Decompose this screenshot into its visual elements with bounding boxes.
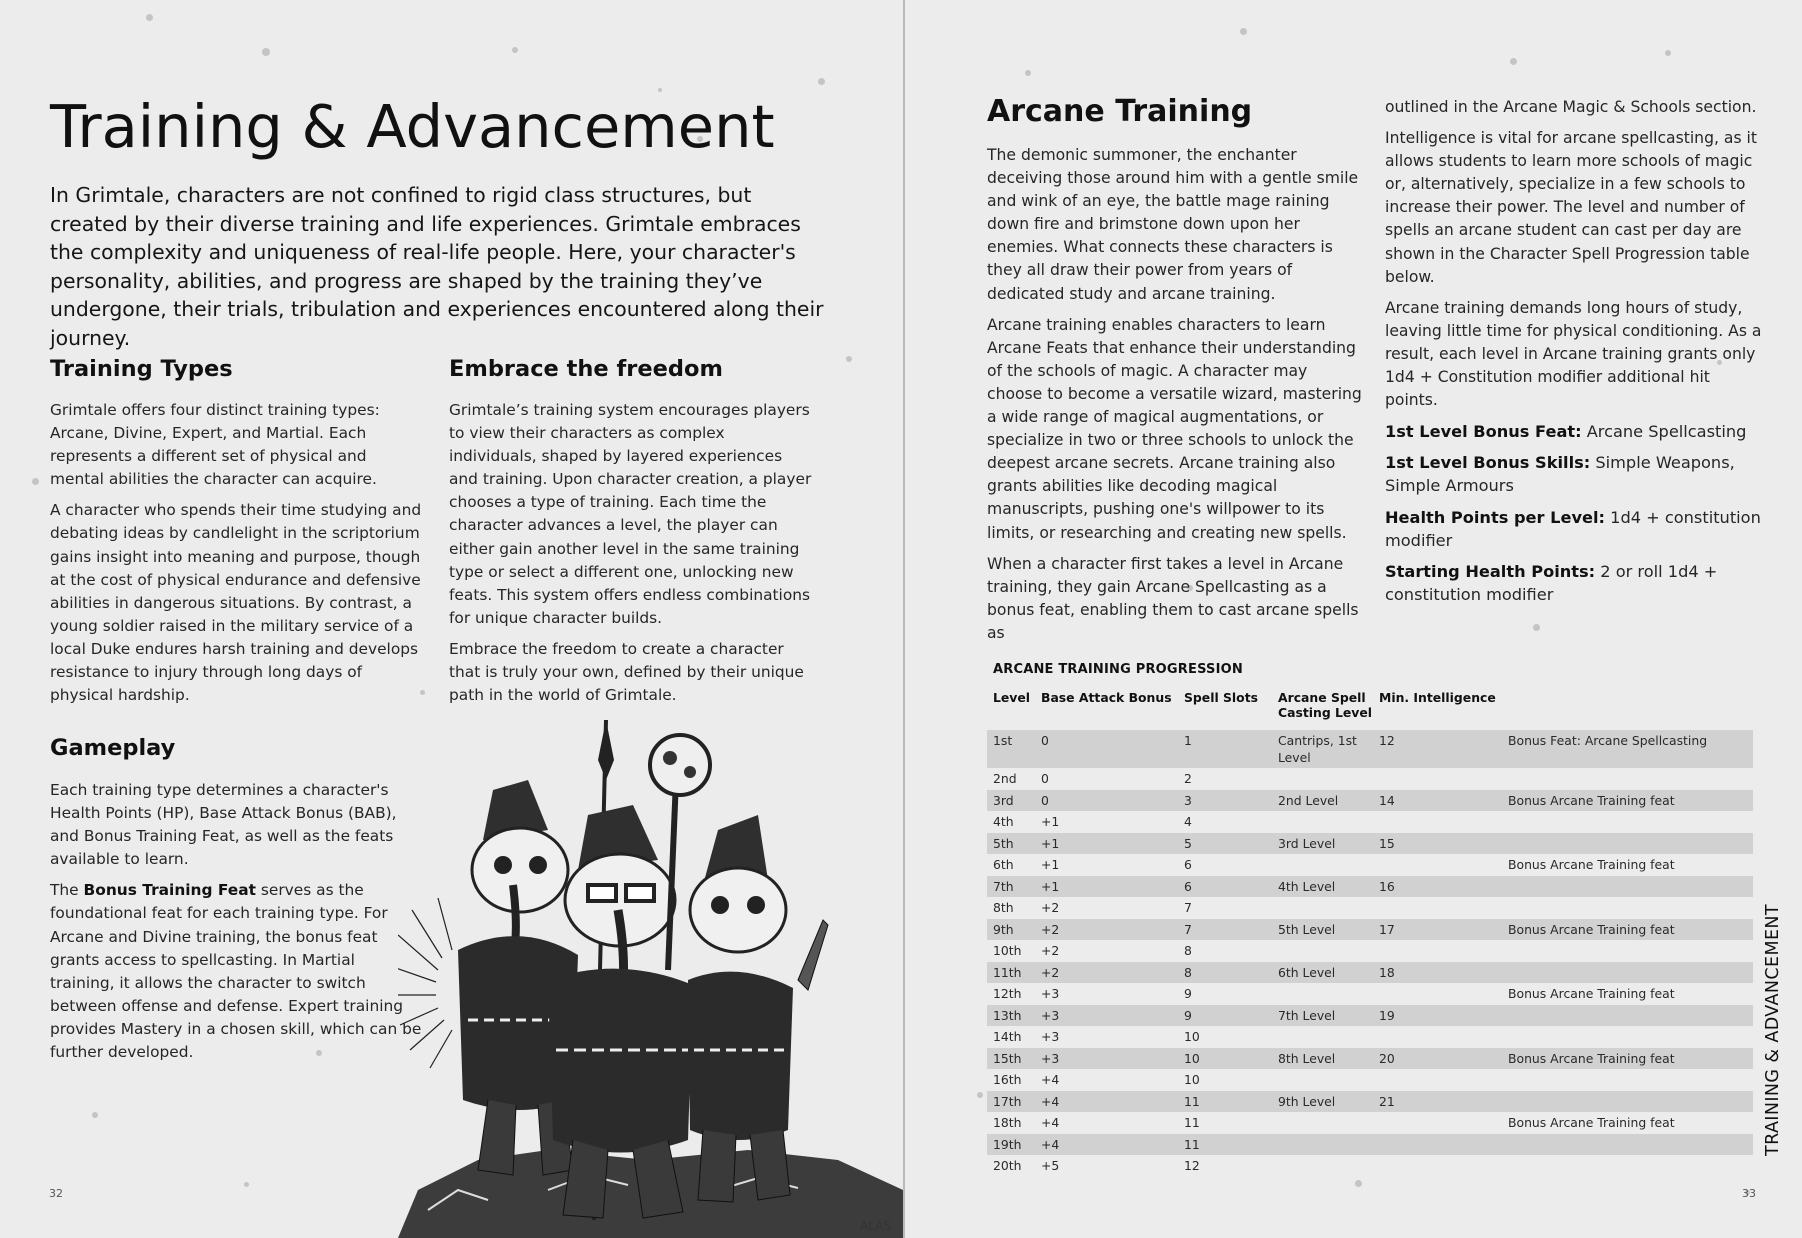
table-row bbox=[987, 854, 1753, 876]
arcane-col1-p3: When a character first takes a level in Arcane training, they gain Arcane Spellcasting as a bonus feat, enabling them to cast arcane spells as bbox=[987, 554, 1359, 642]
table-row bbox=[987, 940, 1753, 962]
cell-level: 1st bbox=[993, 733, 1013, 748]
cell-base-attack-bonus: 0 bbox=[1041, 771, 1049, 786]
cell-min-intelligence: 12 bbox=[1379, 733, 1395, 748]
training-types-text bbox=[50, 399, 422, 715]
gameplay-heading: Gameplay bbox=[50, 735, 176, 761]
cell-feature: Bonus Arcane Training feat bbox=[1508, 792, 1675, 808]
arcane-col1-p1: The demonic summoner, the enchanter deceiving those around him with a gentle smile and wink of an eye, the battle mage raining down fire and brimstone down upon her enemies. What connects these characters is they all draw their power from years of dedicated study and arcane training. bbox=[987, 146, 1359, 303]
stat-label: 1st Level Bonus Skills: bbox=[1385, 453, 1591, 473]
cell-base-attack-bonus: +3 bbox=[1041, 1029, 1060, 1044]
goblin-warriors-illustration bbox=[398, 720, 903, 1238]
cell-feature: Bonus Arcane Training feat bbox=[1508, 921, 1675, 937]
cell-casting-level: Cantrips, 1st Level bbox=[1278, 733, 1357, 765]
cell-feature: Bonus Arcane Training feat bbox=[1508, 1050, 1675, 1066]
stat-label: Health Points per Level: bbox=[1385, 507, 1605, 527]
table-row bbox=[987, 919, 1753, 941]
cell-casting-level: 3rd Level bbox=[1278, 835, 1336, 851]
table-row bbox=[987, 1155, 1753, 1177]
cell-casting-level: 4th Level bbox=[1278, 878, 1336, 894]
right-page bbox=[905, 0, 1802, 1238]
cell-base-attack-bonus: +2 bbox=[1041, 900, 1060, 915]
spiked-mace bbox=[650, 735, 710, 795]
table-row bbox=[987, 1005, 1753, 1027]
table-row bbox=[987, 768, 1753, 790]
embrace-heading: Embrace the freedom bbox=[449, 356, 723, 382]
side-label bbox=[1762, 904, 1784, 1156]
cell-spell-slots: 1 bbox=[1184, 733, 1192, 748]
cell-base-attack-bonus: +1 bbox=[1041, 835, 1060, 851]
table-row bbox=[987, 1091, 1753, 1113]
header-feature bbox=[1508, 690, 1753, 730]
cell-level: 19th bbox=[993, 1136, 1022, 1152]
page-title: Training & Advancement bbox=[50, 92, 775, 161]
arcane-training-heading: Arcane Training bbox=[987, 94, 1253, 129]
arcane-column-1 bbox=[987, 144, 1363, 653]
left-page-number: 32 bbox=[49, 1187, 63, 1200]
cell-level: 13th bbox=[993, 1007, 1022, 1023]
cell-casting-level: 8th Level bbox=[1278, 1050, 1336, 1066]
cell-base-attack-bonus: +3 bbox=[1041, 1050, 1060, 1066]
bonus-training-feat-term: Bonus Training Feat bbox=[83, 881, 256, 900]
cell-base-attack-bonus: +1 bbox=[1041, 857, 1060, 872]
embrace-p1: Grimtale’s training system encourages players to view their characters as complex individuals, shaped by layered experiences and training. Upon character creation, a player chooses a type of training. Each time the character advances a level, the player can either gain another level in the same training type or select a different one, unlocking new feats. This system offers endless combinations for unique character builds. bbox=[449, 401, 812, 627]
table-row bbox=[987, 1048, 1753, 1070]
table-row bbox=[987, 1134, 1753, 1156]
arcane-column-2 bbox=[1385, 96, 1767, 614]
stat-value: Arcane Spellcasting bbox=[1581, 422, 1747, 442]
cell-casting-level: 7th Level bbox=[1278, 1007, 1336, 1023]
header-level: Level bbox=[993, 690, 1031, 705]
training-types-heading: Training Types bbox=[50, 356, 233, 382]
embrace-p2: Embrace the freedom to create a character that is truly your own, defined by their unique path in the world of Grimtale. bbox=[449, 639, 804, 705]
side-label-text: TRAINING & ADVANCEMENT bbox=[1763, 903, 1783, 1156]
cell-min-intelligence: 18 bbox=[1379, 964, 1395, 980]
cell-spell-slots: 10 bbox=[1184, 1029, 1200, 1044]
cell-min-intelligence: 21 bbox=[1379, 1093, 1395, 1109]
table-row bbox=[987, 811, 1753, 833]
cell-casting-level: 5th Level bbox=[1278, 921, 1336, 937]
dagger bbox=[798, 920, 828, 990]
cell-level: 7th bbox=[993, 878, 1014, 894]
mace-handle bbox=[668, 780, 676, 970]
cell-spell-slots: 8 bbox=[1184, 943, 1192, 958]
cell-base-attack-bonus: +3 bbox=[1041, 986, 1060, 1001]
artist-signature: ALAS bbox=[860, 1219, 891, 1233]
cell-spell-slots: 11 bbox=[1184, 1115, 1200, 1130]
cell-feature: Bonus Arcane Training feat bbox=[1508, 986, 1675, 1001]
cell-level: 16th bbox=[993, 1072, 1022, 1087]
cell-min-intelligence: 20 bbox=[1379, 1050, 1395, 1066]
cell-spell-slots: 9 bbox=[1184, 986, 1192, 1001]
cell-level: 12th bbox=[993, 986, 1022, 1001]
cell-level: 2nd bbox=[993, 771, 1017, 786]
table-row bbox=[987, 790, 1753, 812]
stat-health-per-level bbox=[1385, 506, 1767, 552]
table-row bbox=[987, 962, 1753, 984]
cell-base-attack-bonus: +2 bbox=[1041, 943, 1060, 958]
cell-spell-slots: 8 bbox=[1184, 964, 1192, 980]
header-casting-level: Arcane Spell Casting Level bbox=[1278, 690, 1373, 720]
header-spell-slots: Spell Slots bbox=[1184, 690, 1258, 705]
cell-spell-slots: 9 bbox=[1184, 1007, 1192, 1023]
cell-base-attack-bonus: 0 bbox=[1041, 792, 1049, 808]
training-types-p2: A character who spends their time studying and debating ideas by candlelight in the scriptorium gains insight into meaning and purpose, though at the cost of physical endurance and defensive abilities in dangerous situations. By contrast, a young soldier raised in the military service of a local Duke endures harsh training and develops resistance to injury through long days of physical hardship. bbox=[50, 501, 422, 705]
cell-level: 14th bbox=[993, 1029, 1022, 1044]
cell-base-attack-bonus: +2 bbox=[1041, 964, 1060, 980]
cell-spell-slots: 7 bbox=[1184, 921, 1192, 937]
arcane-progression-table bbox=[987, 690, 1753, 1177]
cell-level: 3rd bbox=[993, 792, 1014, 808]
cell-level: 18th bbox=[993, 1115, 1022, 1130]
table-row bbox=[987, 983, 1753, 1005]
gameplay-p2-pre: The bbox=[50, 881, 84, 900]
cell-level: 4th bbox=[993, 814, 1014, 829]
cell-base-attack-bonus: +1 bbox=[1041, 814, 1060, 829]
table-row bbox=[987, 1112, 1753, 1134]
table-row bbox=[987, 897, 1753, 919]
stat-value: Simple Weapons, Simple Armours bbox=[1385, 453, 1735, 496]
stat-value: 1d4 + constitution modifier bbox=[1385, 507, 1761, 550]
table-header bbox=[987, 690, 1753, 730]
cell-level: 20th bbox=[993, 1158, 1022, 1173]
stat-label: 1st Level Bonus Feat: bbox=[1385, 422, 1582, 442]
table-row bbox=[987, 1026, 1753, 1048]
stat-bonus-skills bbox=[1385, 451, 1767, 497]
progression-table-title: ARCANE TRAINING PROGRESSION bbox=[993, 662, 1243, 677]
cell-base-attack-bonus: +4 bbox=[1041, 1115, 1060, 1130]
cell-casting-level: 2nd Level bbox=[1278, 792, 1339, 808]
cell-spell-slots: 10 bbox=[1184, 1050, 1200, 1066]
cell-min-intelligence: 15 bbox=[1379, 835, 1395, 851]
arcane-col1-p2: Arcane training enables characters to learn Arcane Feats that enhance their understanding of the schools of magic. A character may choose to become a versatile wizard, mastering a wide range of magical augmentations, or specialize in two or three schools to unlock the deepest arcane secrets. Arcane training also grants abilities like decoding magical manuscripts, pushing one's willpower to its limits, or researching and creating new spells. bbox=[987, 315, 1362, 542]
cell-spell-slots: 5 bbox=[1184, 835, 1192, 851]
arcane-col2-p1: Intelligence is vital for arcane spellcasting, as it allows students to learn more schools of magic or, alternatively, specialize in a few schools to increase their power. The level and number of spells an arcane student can cast per day are shown in the Character Spell Progression table below. bbox=[1385, 129, 1757, 286]
stat-bonus-feat bbox=[1385, 420, 1767, 443]
cell-spell-slots: 10 bbox=[1184, 1072, 1200, 1087]
cell-feature: Bonus Feat: Arcane Spellcasting bbox=[1508, 733, 1708, 748]
embrace-text bbox=[449, 399, 815, 715]
header-base-attack-bonus: Base Attack Bonus bbox=[1041, 690, 1172, 705]
cell-spell-slots: 7 bbox=[1184, 900, 1192, 915]
cell-level: 6th bbox=[993, 857, 1014, 872]
gameplay-p2-post: serves as the foundational feat for each training type. For Arcane and Divine training, the bonus feat grants access to spellcasting. In Martial training, it allows the character to switch between offense and defense. Expert training provides Mastery in a chosen skill, which can be further developed. bbox=[50, 881, 422, 1062]
cell-base-attack-bonus: +4 bbox=[1041, 1093, 1060, 1109]
cell-min-intelligence: 17 bbox=[1379, 921, 1395, 937]
cell-base-attack-bonus: +4 bbox=[1041, 1072, 1060, 1087]
table-row bbox=[987, 1069, 1753, 1091]
cell-level: 8th bbox=[993, 900, 1014, 915]
training-types-p1: Grimtale offers four distinct training types: Arcane, Divine, Expert, and Martial. Each represents a different set of physical and mental abilities the character can acquire. bbox=[50, 401, 380, 489]
table-row bbox=[987, 730, 1753, 768]
cell-level: 15th bbox=[993, 1050, 1022, 1066]
stat-starting-health bbox=[1385, 560, 1767, 606]
cell-level: 9th bbox=[993, 921, 1014, 937]
cell-base-attack-bonus: +2 bbox=[1041, 921, 1060, 937]
cell-level: 10th bbox=[993, 943, 1022, 958]
cell-base-attack-bonus: +4 bbox=[1041, 1136, 1060, 1152]
cell-level: 5th bbox=[993, 835, 1014, 851]
stat-label: Starting Health Points: bbox=[1385, 561, 1596, 581]
burst-lines bbox=[398, 898, 452, 1068]
cell-base-attack-bonus: +1 bbox=[1041, 878, 1060, 894]
table-row bbox=[987, 876, 1753, 898]
cell-spell-slots: 12 bbox=[1184, 1158, 1200, 1173]
gameplay-p1: Each training type determines a character's Health Points (HP), Base Attack Bonus (BAB), and Bonus Training Feat, as well as the feats available to learn. bbox=[50, 781, 397, 869]
arcane-col2-p2: Arcane training demands long hours of study, leaving little time for physical conditioning. As a result, each level in Arcane training grants only 1d4 + Constitution modifier additional hit points. bbox=[1385, 298, 1762, 410]
arcane-col2-p0: outlined in the Arcane Magic & Schools section. bbox=[1385, 98, 1757, 116]
cell-casting-level: 9th Level bbox=[1278, 1093, 1336, 1109]
cell-min-intelligence: 19 bbox=[1379, 1007, 1395, 1023]
cell-feature: Bonus Arcane Training feat bbox=[1508, 857, 1675, 872]
cell-min-intelligence: 16 bbox=[1379, 878, 1395, 894]
cell-casting-level: 6th Level bbox=[1278, 964, 1336, 980]
cell-level: 17th bbox=[993, 1093, 1022, 1109]
table-row bbox=[987, 833, 1753, 855]
cell-base-attack-bonus: +3 bbox=[1041, 1007, 1060, 1023]
cell-base-attack-bonus: 0 bbox=[1041, 733, 1049, 748]
cell-spell-slots: 6 bbox=[1184, 878, 1192, 894]
intro-paragraph: In Grimtale, characters are not confined to rigid class structures, but created by their diverse training and life experiences. Grimtale embraces the complexity and uniqueness of real-life people. Here, your character's personality, abilities, and progress are shaped by the training they’ve undergone, their trials, tribulation and experiences encountered along their journey. bbox=[50, 183, 824, 350]
cell-base-attack-bonus: +5 bbox=[1041, 1158, 1060, 1173]
right-page-number: 33 bbox=[1742, 1187, 1756, 1200]
cell-feature: Bonus Arcane Training feat bbox=[1508, 1115, 1675, 1130]
gameplay-text bbox=[50, 779, 422, 1072]
cell-spell-slots: 11 bbox=[1184, 1093, 1200, 1109]
gameplay-p2 bbox=[50, 879, 422, 1064]
cell-spell-slots: 11 bbox=[1184, 1136, 1200, 1152]
stat-value: 2 or roll 1d4 + constitution modifier bbox=[1385, 561, 1718, 604]
table-body bbox=[987, 730, 1753, 1177]
cell-spell-slots: 4 bbox=[1184, 814, 1192, 829]
cell-spell-slots: 2 bbox=[1184, 771, 1192, 786]
cell-spell-slots: 3 bbox=[1184, 792, 1192, 808]
cell-spell-slots: 6 bbox=[1184, 857, 1192, 872]
header-min-intelligence: Min. Intelligence bbox=[1379, 690, 1496, 705]
cell-level: 11th bbox=[993, 964, 1022, 980]
cell-min-intelligence: 14 bbox=[1379, 792, 1395, 808]
